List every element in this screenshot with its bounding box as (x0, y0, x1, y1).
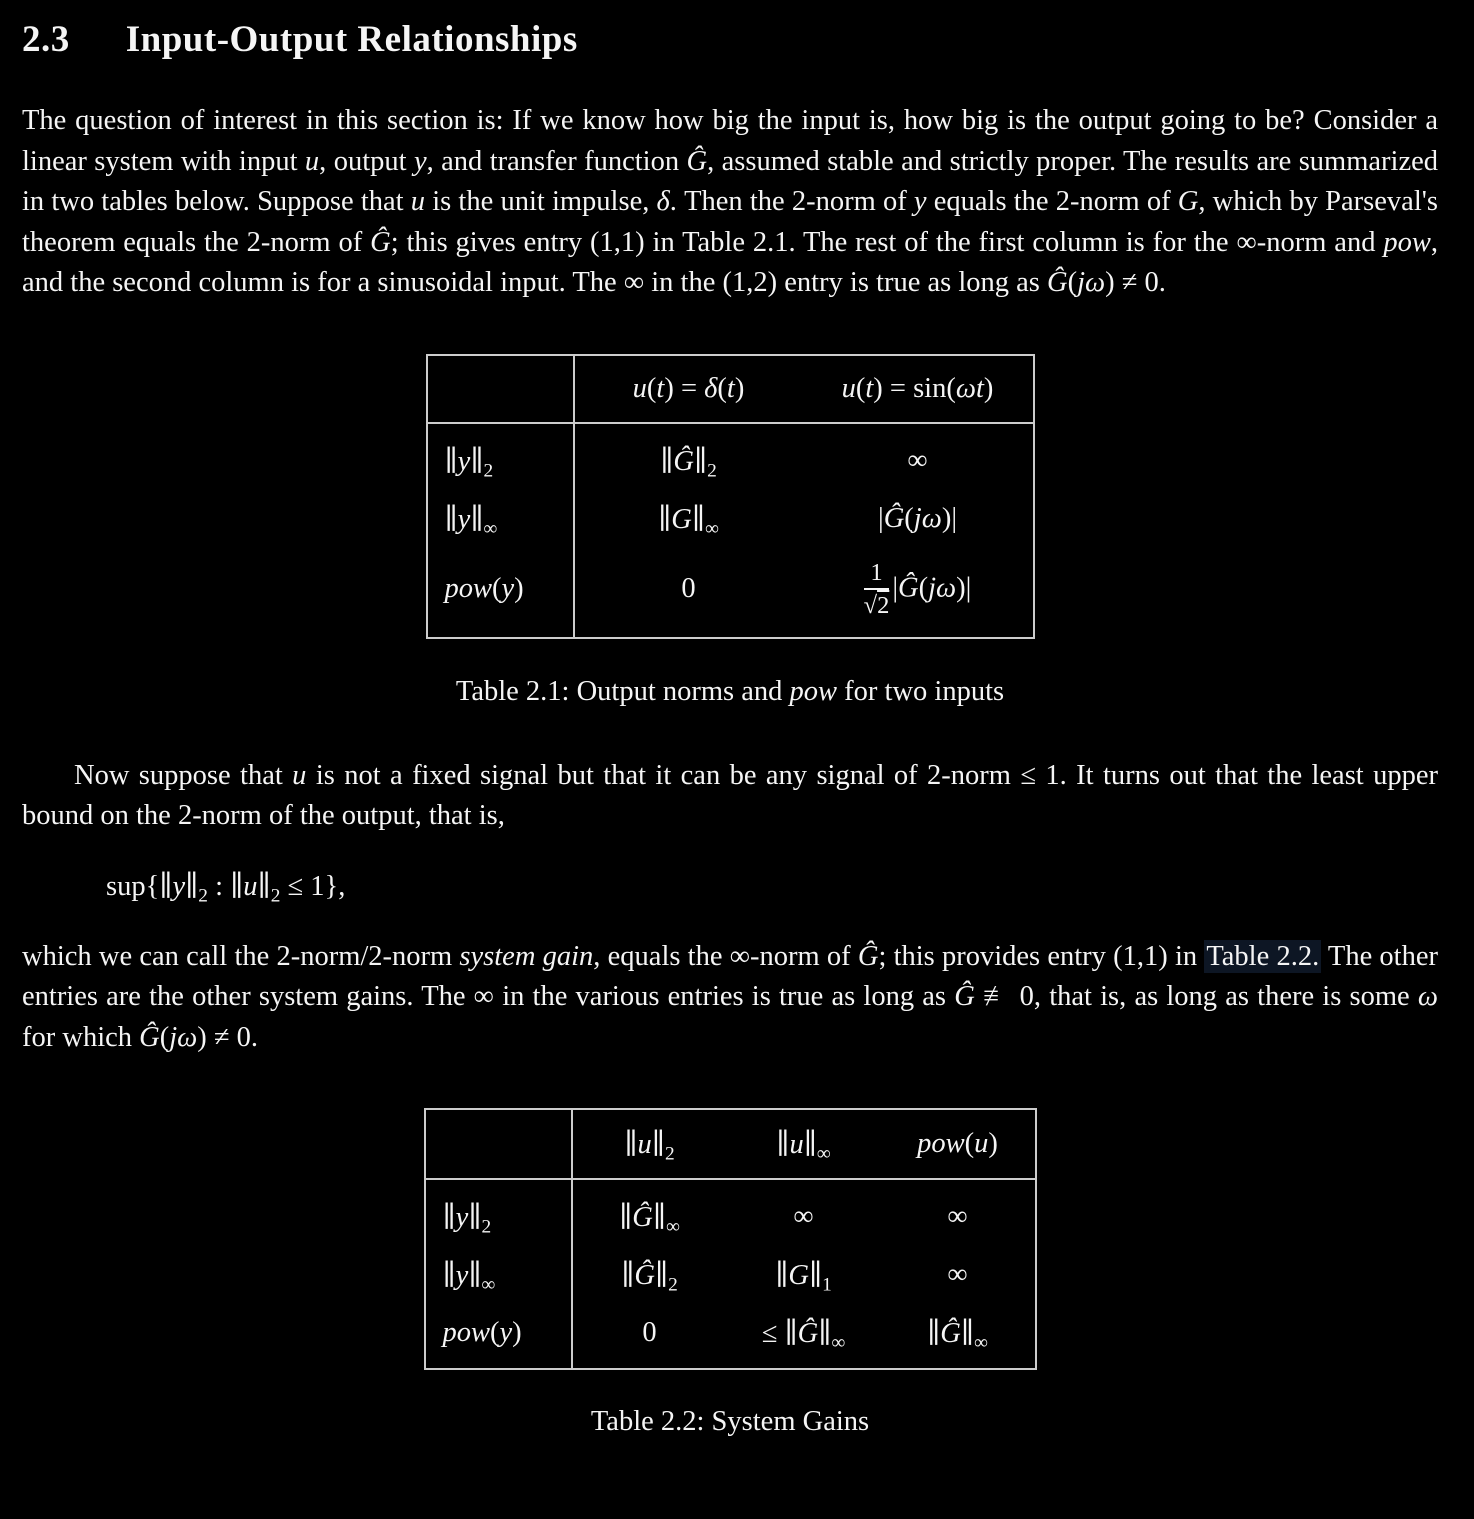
table-cell: $\parallel Ĝ\parallel_2$ (621, 1260, 678, 1297)
table-2-2-header-row (425, 1109, 1036, 1179)
table-2-1-header-row (427, 355, 1034, 423)
table-2-1-corner-cell (427, 355, 574, 423)
table-cell: ∞ (947, 1201, 968, 1233)
table-2-2-header-u2: $\parallel u\parallel_2$ (572, 1109, 727, 1179)
table-cell: 0 (642, 1317, 657, 1349)
paragraph-suppose: Now suppose that u is not a fixed signal but that it can be any signal of 2-norm ≤ 1. It turns out that the least upper bound on the 2-norm of the output, that is, (22, 759, 1438, 832)
table-2-1-caption: Table 2.1: Output norms and pow for two inputs (455, 675, 1005, 707)
row-label: $\parallel y\parallel_2$ (425, 1179, 572, 1246)
table-2-1-header-sinusoid: u(t) = sin(ωt) (803, 355, 1034, 423)
table-cell: ≤ $\parallel Ĝ\parallel_\infty$ (761, 1318, 846, 1355)
row-label: $\parallel y\parallel_\infty$ (425, 1246, 572, 1304)
table-2-2-header-uinf: $\parallel u\parallel_\infty$ (727, 1109, 881, 1179)
table-2-2-link[interactable]: Table 2.2. (1206, 940, 1320, 972)
table-cell: ∞ (907, 444, 928, 476)
table-cell: |Ĝ(jω)| (877, 502, 958, 534)
section-title: Input-Output Relationships (125, 19, 578, 60)
table-cell: ∞ (793, 1201, 814, 1233)
table-cell: $\parallel Ĝ\parallel_\infty$ (619, 1202, 680, 1239)
table-row (427, 548, 1034, 638)
display-formula-sup: $sup\{\parallel y\parallel_2$ : $\parallel u\parallel_2 \le 1$}, (106, 870, 346, 907)
paragraph-intro: The question of interest in this section is: If we know how big the input is, how big is the output going to be? Consider a linear system with input u, output y, and transfer function Ĝ, assumed stable and strictly proper. The results are summarized in two tables below. Suppose that u is the unit impulse, δ. Then the 2-norm of y equals the 2-norm of G, which by Parseval's theorem equals the 2-norm of Ĝ; this gives entry (1,1) in Table 2.1. The rest of the first column is for the ∞-norm and pow, and the second column is for a sinusoidal input. The ∞ in the (1,2) entry is true as long as Ĝ(jω) ≠ 0. (22, 105, 1438, 298)
table-cell: $\parallel G\parallel_1$ (775, 1260, 832, 1297)
table-2-2-corner-cell (425, 1109, 572, 1179)
table-row (427, 490, 1034, 548)
table-row (427, 423, 1034, 490)
table-row (425, 1179, 1036, 1246)
table-2-2-header-powu: pow(u) (881, 1109, 1036, 1179)
table-cell: $\frac{1}{√2}$ |Ĝ(jω)| (863, 558, 972, 620)
row-label: $\parallel y\parallel_\infty$ (427, 490, 574, 548)
table-cell: $\parallel Ĝ\parallel_\infty$ (927, 1318, 988, 1355)
paragraph-system-gain: which we can call the 2-norm/2-norm system gain, equals the ∞-norm of Ĝ; this provides entry (1,1) in Table 2.2. The other entries are the other system gains. The ∞ in the various entries is true as long as Ĝ ≢ 0, that is, as long as there is some ω for which Ĝ(jω) ≠ 0. (22, 940, 1438, 1053)
section-heading (22, 18, 1438, 61)
table-2-1 (426, 354, 1035, 639)
table-2-2 (424, 1108, 1037, 1370)
table-cell: $\parallel G\parallel_\infty$ (658, 503, 719, 540)
table-row (425, 1246, 1036, 1304)
row-label: pow(y) (427, 548, 574, 638)
table-cell: $\parallel Ĝ\parallel_2$ (660, 445, 717, 482)
table-2-2-caption: Table 2.2: System Gains (590, 1406, 870, 1438)
table-cell: 0 (681, 573, 696, 605)
section-number: 2.3 (22, 19, 70, 60)
table-row (425, 1304, 1036, 1369)
row-label: pow(y) (425, 1304, 572, 1369)
row-label: $\parallel y\parallel_2$ (427, 423, 574, 490)
table-cell: ∞ (947, 1259, 968, 1291)
table-2-1-header-impulse: u(t) = δ(t) (574, 355, 803, 423)
